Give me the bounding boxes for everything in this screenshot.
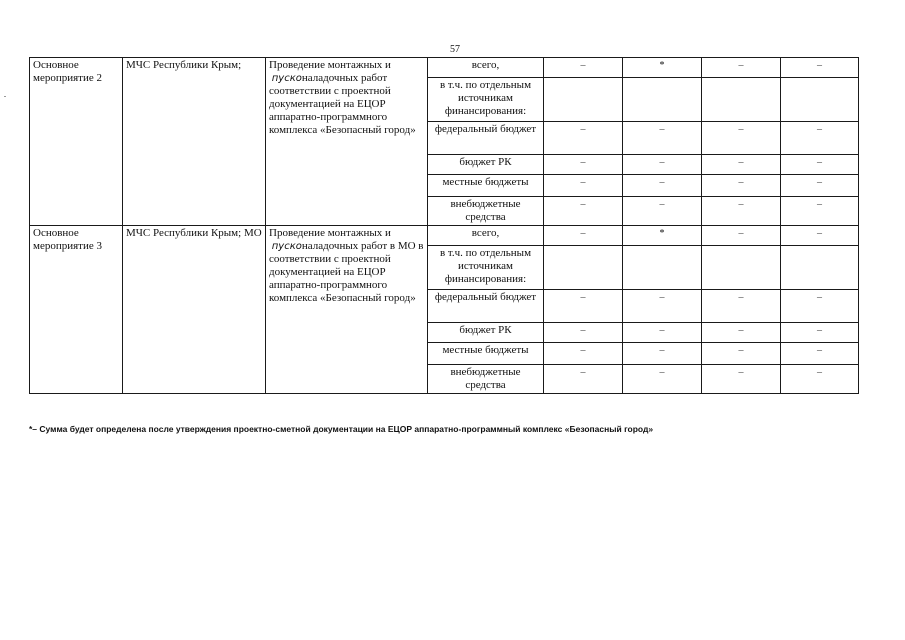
measure-cell: Основное мероприятие 3 <box>30 226 123 394</box>
value-cell <box>544 246 623 290</box>
footnote: *– Сумма будет определена после утверждения проектно-сметной документации на ЕЦОР аппаратно-программный комплекс «Безопасный город» <box>29 424 654 434</box>
value-cell: – <box>702 226 781 246</box>
value-cell: – <box>544 155 623 175</box>
value-cell: * <box>623 58 702 78</box>
value-cell: – <box>781 290 859 323</box>
description-prefix: Проведение монтажных и <box>269 59 391 71</box>
funding-source-cell: бюджет РК <box>428 155 544 175</box>
value-cell <box>702 78 781 122</box>
value-cell: – <box>544 175 623 197</box>
value-cell: – <box>702 122 781 155</box>
value-cell: – <box>781 226 859 246</box>
description-rest: наладочных работ соответствии с проектной документацией на ЕЦОР аппаратно-программного комплекса «Безопасный город» <box>269 72 416 136</box>
funding-source-cell: местные бюджеты <box>428 175 544 197</box>
funding-source-cell: бюджет РК <box>428 323 544 343</box>
value-cell: – <box>544 58 623 78</box>
funding-table <box>29 57 859 394</box>
value-cell: – <box>544 323 623 343</box>
value-cell <box>623 78 702 122</box>
description-prefix: Проведение монтажных и <box>269 227 391 239</box>
value-cell: – <box>781 175 859 197</box>
funding-source-cell: в т.ч. по отдельным источникам финансирования: <box>428 246 544 290</box>
funding-source-cell: внебюджетные средства <box>428 197 544 226</box>
value-cell: – <box>702 197 781 226</box>
value-cell: – <box>781 122 859 155</box>
table-row <box>30 58 859 78</box>
value-cell: – <box>702 58 781 78</box>
page-number: 57 <box>450 44 460 55</box>
value-cell: – <box>623 365 702 394</box>
value-cell: – <box>623 197 702 226</box>
value-cell: – <box>781 365 859 394</box>
value-cell <box>781 246 859 290</box>
margin-mark <box>4 96 6 97</box>
description-cell <box>266 58 428 226</box>
funding-source-cell: федеральный бюджет <box>428 290 544 323</box>
table-row <box>30 226 859 246</box>
description-cell <box>266 226 428 394</box>
value-cell: – <box>544 365 623 394</box>
value-cell: – <box>544 122 623 155</box>
funding-source-cell: всего, <box>428 58 544 78</box>
funding-source-cell: местные бюджеты <box>428 343 544 365</box>
value-cell: – <box>781 155 859 175</box>
value-cell <box>702 246 781 290</box>
value-cell: – <box>544 197 623 226</box>
value-cell: – <box>781 343 859 365</box>
executor-cell: МЧС Республики Крым; МО <box>123 226 266 394</box>
value-cell: – <box>702 175 781 197</box>
value-cell: – <box>623 343 702 365</box>
value-cell: – <box>702 155 781 175</box>
description-rest: наладочных работ в МО в соответствии с проектной документацией на ЕЦОР аппаратно-программного комплекса «Безопасный город» <box>269 240 424 304</box>
value-cell: – <box>623 290 702 323</box>
value-cell: – <box>781 58 859 78</box>
handwritten-insertion: пуско <box>271 241 302 252</box>
value-cell: – <box>781 197 859 226</box>
value-cell <box>781 78 859 122</box>
value-cell: – <box>544 343 623 365</box>
funding-source-cell: всего, <box>428 226 544 246</box>
value-cell: – <box>702 343 781 365</box>
value-cell: – <box>781 323 859 343</box>
value-cell <box>544 78 623 122</box>
value-cell: – <box>702 365 781 394</box>
value-cell: – <box>702 290 781 323</box>
funding-source-cell: в т.ч. по отдельным источникам финансирования: <box>428 78 544 122</box>
handwritten-insertion: пуско <box>271 73 302 84</box>
value-cell: – <box>623 323 702 343</box>
value-cell: – <box>702 323 781 343</box>
funding-source-cell: внебюджетные средства <box>428 365 544 394</box>
executor-cell: МЧС Республики Крым; <box>123 58 266 226</box>
value-cell: – <box>623 122 702 155</box>
value-cell: * <box>623 226 702 246</box>
funding-source-cell: федеральный бюджет <box>428 122 544 155</box>
value-cell: – <box>623 175 702 197</box>
value-cell: – <box>544 290 623 323</box>
value-cell: – <box>623 155 702 175</box>
value-cell: – <box>544 226 623 246</box>
measure-cell: Основное мероприятие 2 <box>30 58 123 226</box>
value-cell <box>623 246 702 290</box>
